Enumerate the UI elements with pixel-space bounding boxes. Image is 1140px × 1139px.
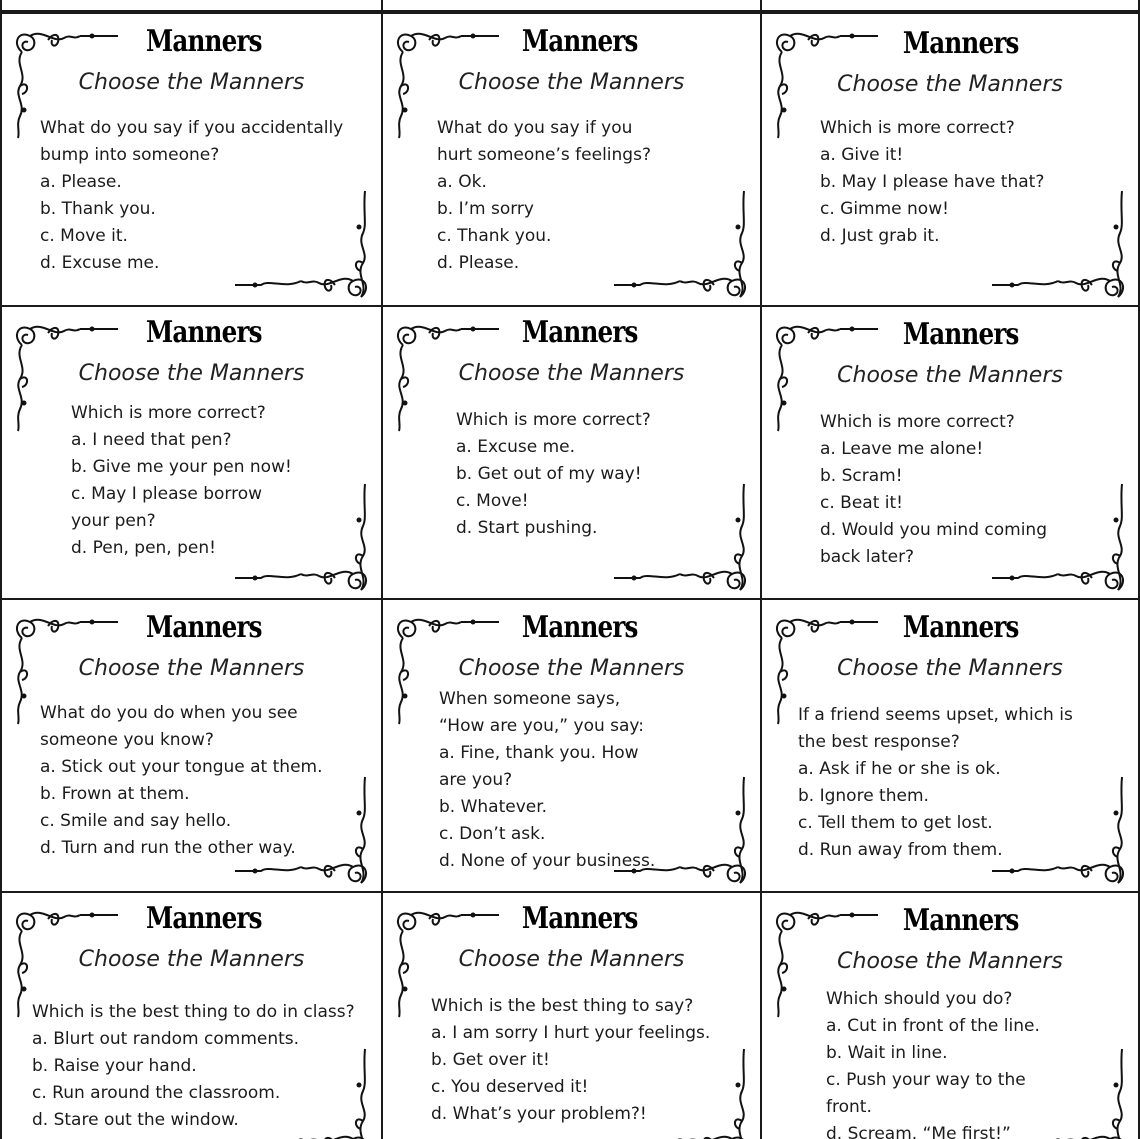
card-question xyxy=(798,702,1128,864)
card-line: a. Give it! xyxy=(820,145,904,165)
card-question xyxy=(820,115,1120,250)
card-subtitle: Choose the Manners xyxy=(837,656,1063,681)
card-line: d. Please. xyxy=(437,253,520,273)
card-line: a. Please. xyxy=(40,172,122,192)
card-line: d. Stare out the window. xyxy=(32,1110,239,1130)
card-line: c. Thank you. xyxy=(437,226,552,246)
card-line: b. Get over it! xyxy=(431,1050,550,1070)
card-line: c. May I please borrow xyxy=(71,484,263,504)
card-title: Manners xyxy=(521,24,638,59)
card-line: Which is the best thing to do in class? xyxy=(32,1002,355,1022)
card-line: c. Don’t ask. xyxy=(439,824,546,844)
card-line: b. Wait in line. xyxy=(826,1043,948,1063)
manners-card xyxy=(0,891,383,1139)
card-line: d. Run away from them. xyxy=(798,840,1003,860)
card-question xyxy=(826,986,1106,1139)
card-line: c. Tell them to get lost. xyxy=(798,813,993,833)
card-line: a. Excuse me. xyxy=(456,437,575,457)
card-line: the best response? xyxy=(798,732,960,752)
card-line: d. Start pushing. xyxy=(456,518,598,538)
card-line: b. I’m sorry xyxy=(437,199,534,219)
card-line: b. Raise your hand. xyxy=(32,1056,197,1076)
manners-card xyxy=(0,598,383,893)
card-line: c. Move! xyxy=(456,491,529,511)
manners-card xyxy=(381,598,762,893)
card-line: Which is more correct? xyxy=(71,403,266,423)
card-line: d. Pen, pen, pen! xyxy=(71,538,216,558)
card-line: If a friend seems upset, which is xyxy=(798,705,1073,725)
card-line: What do you say if you accidentally xyxy=(40,118,344,138)
card-title: Manners xyxy=(902,317,1019,352)
card-line: a. Fine, thank you. How xyxy=(439,743,639,763)
card-title: Manners xyxy=(145,24,262,59)
card-line: d. Just grab it. xyxy=(820,226,940,246)
card-line: d. Excuse me. xyxy=(40,253,160,273)
card-question xyxy=(32,999,382,1134)
card-line: b. Ignore them. xyxy=(798,786,929,806)
card-line: c. Run around the classroom. xyxy=(32,1083,281,1103)
manners-card xyxy=(0,305,383,600)
card-subtitle: Choose the Manners xyxy=(837,363,1063,388)
card-subtitle: Choose the Manners xyxy=(458,656,685,681)
card-line: c. Push your way to the xyxy=(826,1070,1026,1090)
card-title: Manners xyxy=(145,901,262,936)
manners-card xyxy=(760,598,1140,893)
card-title: Manners xyxy=(902,610,1019,645)
manners-card xyxy=(381,305,762,600)
card-line: Which is more correct? xyxy=(456,410,651,430)
card-question xyxy=(431,993,761,1128)
card-subtitle: Choose the Manners xyxy=(78,361,305,386)
card-title: Manners xyxy=(521,901,638,936)
card-line: a. Cut in front of the line. xyxy=(826,1016,1040,1036)
card-line: What do you do when you see xyxy=(40,703,298,723)
card-line: bump into someone? xyxy=(40,145,220,165)
card-subtitle: Choose the Manners xyxy=(837,949,1063,974)
card-line: c. Gimme now! xyxy=(820,199,949,219)
card-line: a. Blurt out random comments. xyxy=(32,1029,300,1049)
card-title: Manners xyxy=(521,315,638,350)
manners-card xyxy=(760,305,1140,600)
card-line: a. I need that pen? xyxy=(71,430,232,450)
card-line: your pen? xyxy=(71,511,156,531)
card-line: d. Scream. “Me first!” xyxy=(826,1124,1011,1139)
card-line: Which is more correct? xyxy=(820,118,1015,138)
card-title: Manners xyxy=(521,610,638,645)
card-line: b. Scram! xyxy=(820,466,903,486)
card-line: d. None of your business. xyxy=(439,851,656,871)
manners-card xyxy=(0,12,383,307)
manners-card xyxy=(760,891,1140,1139)
card-question xyxy=(439,686,739,875)
card-subtitle: Choose the Manners xyxy=(458,947,685,972)
card-question xyxy=(820,409,1100,571)
card-line: b. May I please have that? xyxy=(820,172,1045,192)
card-line: b. Frown at them. xyxy=(40,784,190,804)
card-line: Which should you do? xyxy=(826,989,1013,1009)
card-line: a. Ask if he or she is ok. xyxy=(798,759,1001,779)
partial-card-strip xyxy=(760,0,1140,12)
card-line: front. xyxy=(826,1097,872,1117)
card-subtitle: Choose the Manners xyxy=(458,70,685,95)
card-line: a. Ok. xyxy=(437,172,487,192)
card-subtitle: Choose the Manners xyxy=(78,70,305,95)
card-line: b. Give me your pen now! xyxy=(71,457,292,477)
card-title: Manners xyxy=(902,903,1019,938)
card-line: b. Get out of my way! xyxy=(456,464,642,484)
card-line: hurt someone’s feelings? xyxy=(437,145,651,165)
card-line: Which is more correct? xyxy=(820,412,1015,432)
card-title: Manners xyxy=(902,26,1019,61)
card-title: Manners xyxy=(145,610,262,645)
card-line: What do you say if you xyxy=(437,118,633,138)
card-line: a. Leave me alone! xyxy=(820,439,984,459)
card-line: d. Turn and run the other way. xyxy=(40,838,296,858)
card-line: back later? xyxy=(820,547,915,567)
partial-card-strip xyxy=(0,0,383,12)
card-line: c. You deserved it! xyxy=(431,1077,589,1097)
manners-card xyxy=(760,12,1140,307)
card-subtitle: Choose the Manners xyxy=(78,656,305,681)
card-subtitle: Choose the Manners xyxy=(78,947,305,972)
card-line: c. Beat it! xyxy=(820,493,903,513)
card-line: d. What’s your problem?! xyxy=(431,1104,647,1124)
card-line: d. Would you mind coming xyxy=(820,520,1047,540)
card-line: c. Move it. xyxy=(40,226,128,246)
card-question xyxy=(456,407,736,542)
card-line: a. Stick out your tongue at them. xyxy=(40,757,323,777)
card-title: Manners xyxy=(145,315,262,350)
card-line: someone you know? xyxy=(40,730,214,750)
card-line: “How are you,” you say: xyxy=(439,716,644,736)
card-line: a. I am sorry I hurt your feelings. xyxy=(431,1023,711,1043)
card-question xyxy=(40,115,376,277)
card-line: b. Thank you. xyxy=(40,199,156,219)
card-line: Which is the best thing to say? xyxy=(431,996,694,1016)
manners-card xyxy=(381,12,762,307)
card-line: b. Whatever. xyxy=(439,797,548,817)
card-question xyxy=(71,400,351,562)
card-line: When someone says, xyxy=(439,689,621,709)
card-subtitle: Choose the Manners xyxy=(837,72,1063,97)
card-line: are you? xyxy=(439,770,513,790)
card-line: c. Smile and say hello. xyxy=(40,811,232,831)
card-question xyxy=(437,115,737,277)
card-question xyxy=(40,700,376,862)
partial-card-strip xyxy=(381,0,762,12)
manners-card xyxy=(381,891,762,1139)
card-subtitle: Choose the Manners xyxy=(458,361,685,386)
